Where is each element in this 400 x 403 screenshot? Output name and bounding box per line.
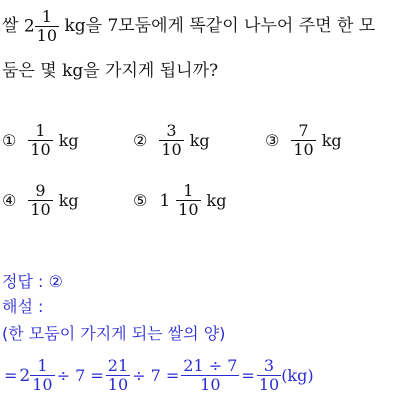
sol-frac-1-den: 10 [32,375,53,394]
explanation-label: 해설 : [2,297,44,316]
choice-4-num: 9 [35,181,46,200]
choice-3-fraction [291,122,315,159]
choice-5-den: 10 [178,200,199,219]
sol-frac-2-den: 10 [107,375,129,394]
choice-1-mark: ① [2,131,17,150]
choice-5-whole: 1 [159,190,171,211]
sol-frac-4-den: 10 [258,375,280,394]
answer-label: 정답 : ② [2,272,63,291]
choice-4-mark: ④ [2,191,17,210]
choice-1-num: 1 [35,121,46,140]
choice-2-unit: kg [189,131,210,150]
sol-frac-4 [257,357,281,394]
sol-frac-3-num: 21 ÷ 7 [183,356,238,375]
choice-1-den: 10 [30,140,51,159]
sol-frac-4-num: 3 [263,356,275,375]
question-frac-den: 10 [36,26,58,45]
choice-4-den: 10 [30,200,51,219]
choice-4-fraction [28,182,52,219]
choice-2-num: 3 [166,121,177,140]
solution-equation [2,357,314,394]
sol-whole: 2 [19,365,31,386]
sol-frac-1 [30,357,54,394]
choice-1[interactable] [2,122,79,159]
sol-frac-3-den: 10 [181,375,239,394]
choice-1-unit: kg [58,131,79,150]
choice-5-mark: ⑤ [133,191,148,210]
choice-4-unit: kg [58,191,79,210]
choice-5[interactable] [133,182,226,219]
question-mixed-whole: 2 [23,16,35,37]
question-part1: 쌀 [2,16,19,36]
choice-5-unit: kg [206,191,227,210]
choice-3-unit: kg [321,131,342,150]
choice-5-num: 1 [183,181,194,200]
choice-3[interactable] [265,122,342,159]
choice-5-fraction [176,182,200,219]
sol-frac-2 [106,357,130,394]
question-fraction [35,8,59,45]
sol-eq2: = [241,366,255,385]
question-part2: kg을 7모둠에게 똑같이 나누어 주면 한 모 [64,16,376,36]
choice-3-mark: ③ [265,131,280,150]
question-frac-num: 1 [41,7,52,26]
sol-div-1: ÷ 7 = [56,366,104,385]
sol-frac-2-num: 21 [107,356,129,375]
choice-2-den: 10 [161,140,182,159]
question-line-1 [2,8,375,45]
explanation-title: (한 모둠이 가지게 되는 쌀의 양) [2,324,226,343]
choice-4[interactable] [2,182,79,219]
sol-div-2: ÷ 7 = [132,366,180,385]
choice-3-den: 10 [293,140,314,159]
choice-3-num: 7 [298,121,309,140]
question-line-2: 둠은 몇 kg을 가지게 됩니까? [2,61,219,81]
sol-frac-3 [181,357,239,394]
choice-2-mark: ② [133,131,148,150]
sol-frac-1-num: 1 [37,356,48,375]
choice-2-fraction [159,122,183,159]
sol-unit: (kg) [281,366,314,385]
sol-eq1: = [4,366,18,385]
choice-2[interactable] [133,122,210,159]
choice-1-fraction [28,122,52,159]
